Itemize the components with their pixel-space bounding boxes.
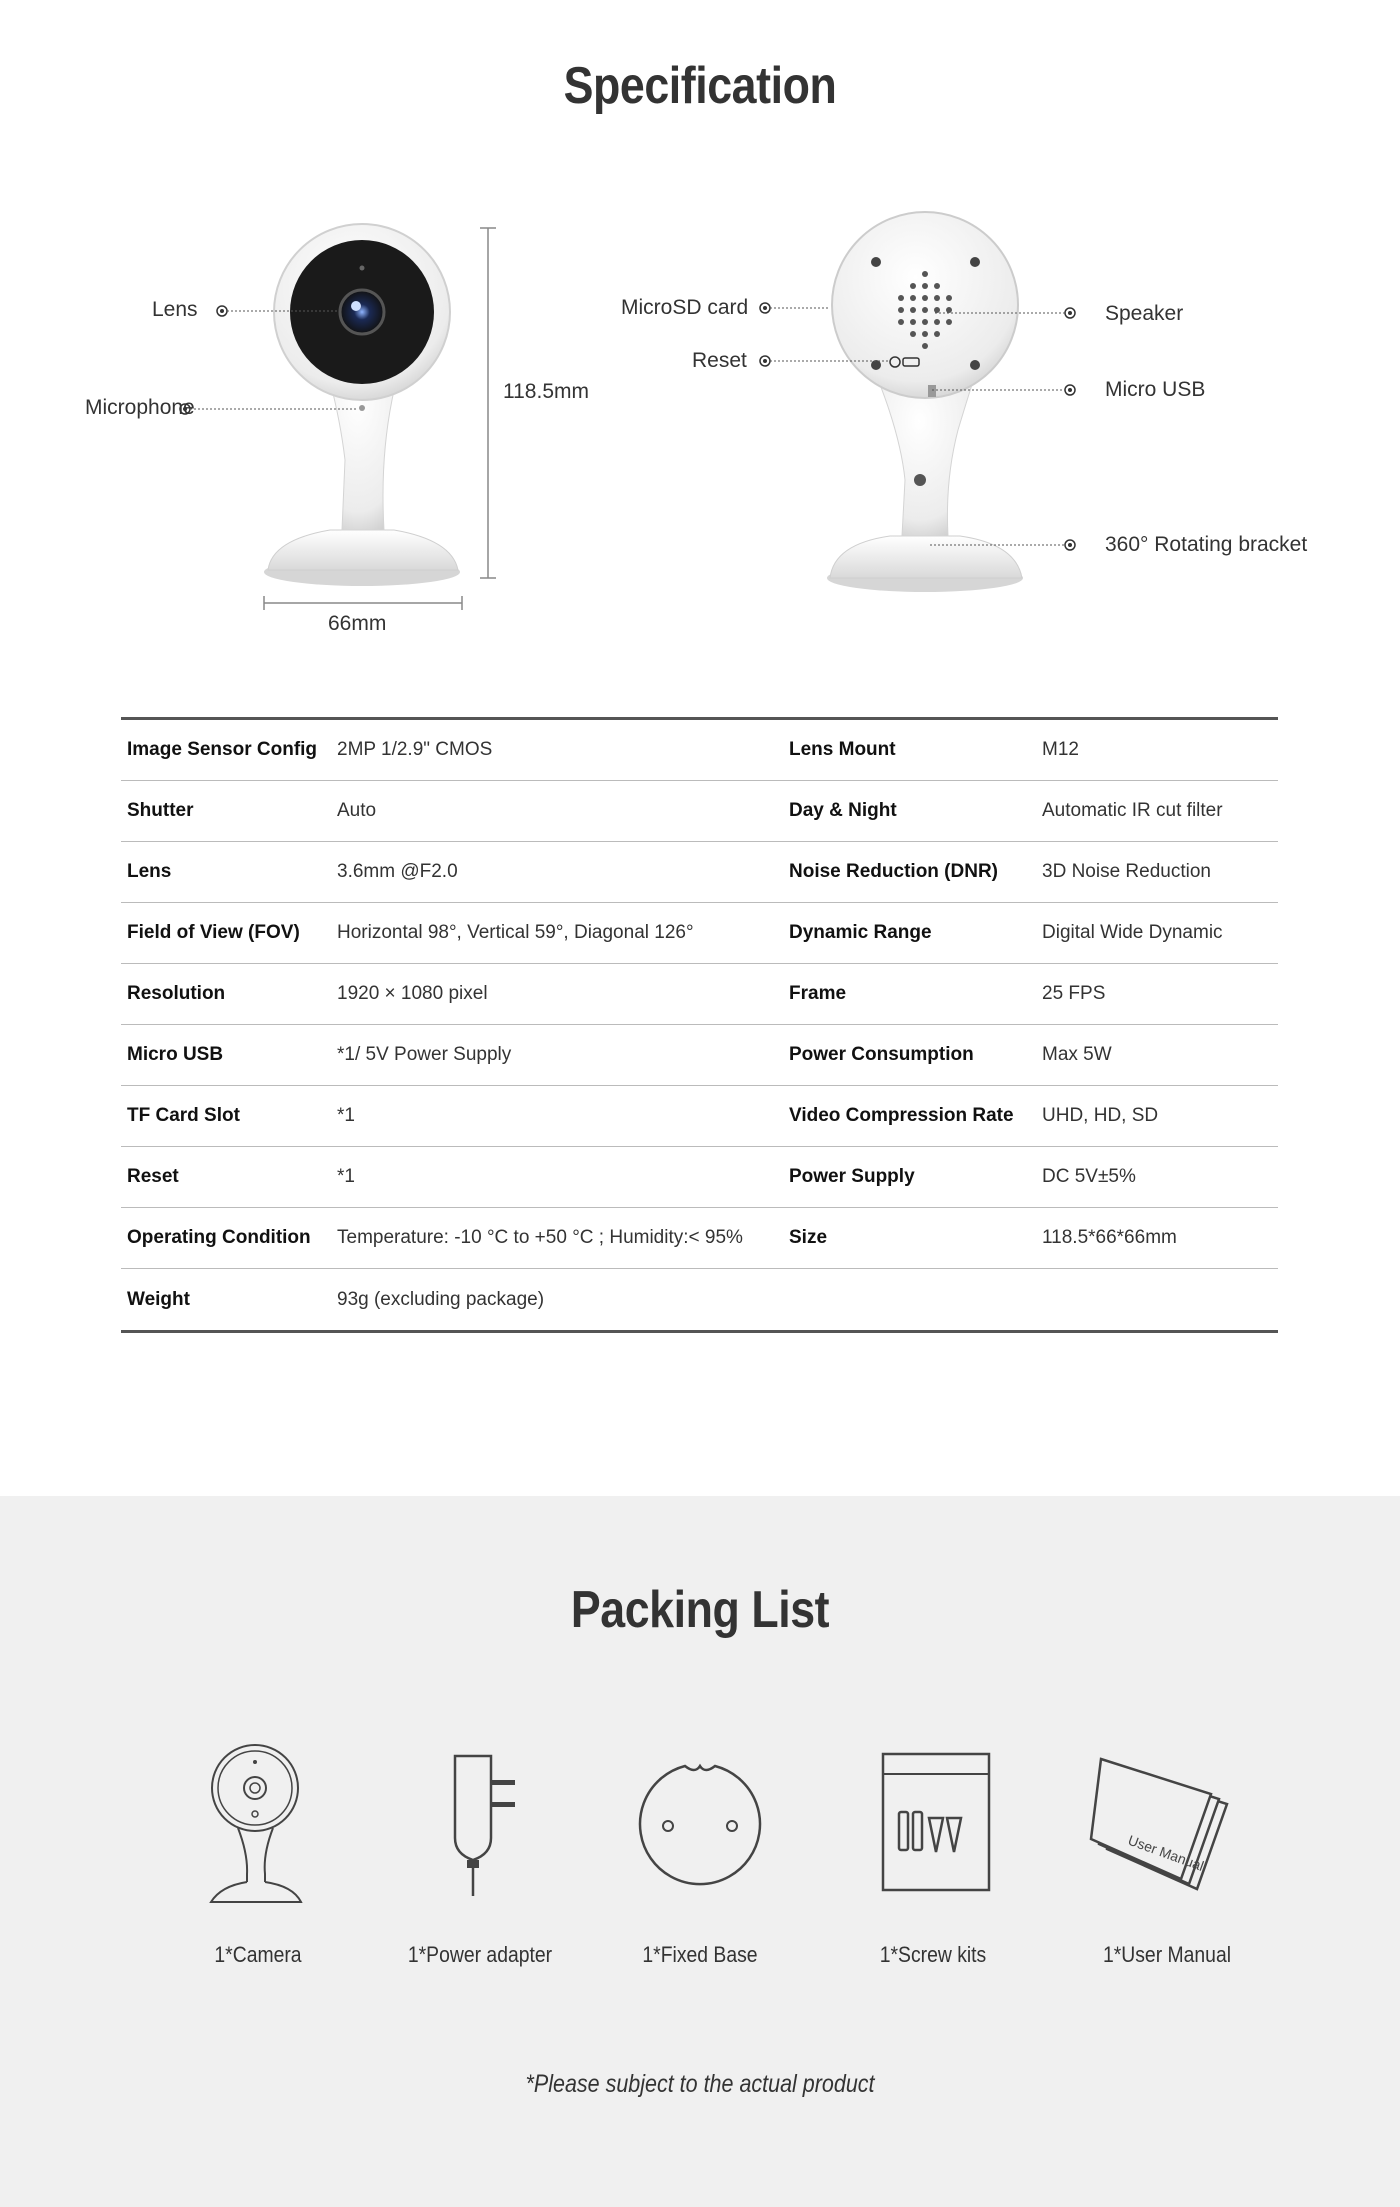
spec-value: *1 <box>337 1105 355 1126</box>
spec-value: Temperature: -10 °C to +50 °C ; Humidity:< 95% <box>337 1227 743 1248</box>
spec-key: Field of View (FOV) <box>127 922 300 943</box>
spec-row <box>121 1269 1278 1330</box>
spec-key: Image Sensor Config <box>127 739 318 760</box>
packing-title: Packing List <box>570 1581 830 1639</box>
disclaimer-note: *Please subject to the actual product <box>525 2070 875 2098</box>
fixed-base-icon <box>635 1744 765 1924</box>
back-camera-image <box>827 212 1023 592</box>
spec-key: Power Consumption <box>789 1044 974 1065</box>
spec-key: Frame <box>789 983 847 1004</box>
screw-kit-icon <box>873 1744 993 1924</box>
manual-cover-text: User Manual <box>1125 1831 1207 1874</box>
callout-speaker: Speaker <box>1105 302 1184 325</box>
product-figure <box>0 200 1400 660</box>
spec-row <box>121 781 1278 842</box>
spec-row <box>121 1208 1278 1269</box>
spec-value: 1920 × 1080 pixel <box>337 983 488 1004</box>
spec-key: Size <box>789 1227 828 1248</box>
spec-value: Digital Wide Dynamic <box>1042 922 1223 943</box>
pack-item-fixed-base <box>590 1744 810 1984</box>
user-manual-icon <box>1077 1744 1257 1924</box>
callout-microsd: MicroSD card <box>621 296 749 319</box>
pack-label-fixed-base: 1*Fixed Base <box>642 1942 758 1967</box>
spec-row <box>121 720 1278 781</box>
pack-label-user-manual: 1*User Manual <box>1102 1942 1232 1967</box>
spec-key: Resolution <box>127 983 226 1004</box>
callout-width: 66mm <box>328 612 387 635</box>
spec-key: Reset <box>127 1166 179 1187</box>
spec-value: DC 5V±5% <box>1042 1166 1136 1187</box>
spec-key: Dynamic Range <box>789 922 932 943</box>
spec-row <box>121 1086 1278 1147</box>
spec-value: Max 5W <box>1042 1044 1112 1065</box>
pack-label-camera: 1*Camera <box>214 1942 302 1967</box>
spec-row <box>121 842 1278 903</box>
spec-value: *1/ 5V Power Supply <box>337 1044 512 1065</box>
spec-row <box>121 903 1278 964</box>
callout-bracket: 360° Rotating bracket <box>1105 533 1308 556</box>
spec-value: 2MP 1/2.9" CMOS <box>337 739 493 760</box>
spec-key: Noise Reduction (DNR) <box>789 861 998 882</box>
packing-section <box>0 1496 1400 2207</box>
spec-key: Shutter <box>127 800 194 821</box>
spec-key: TF Card Slot <box>127 1105 240 1126</box>
callout-reset: Reset <box>692 349 747 372</box>
pack-label-screw-kits: 1*Screw kits <box>879 1942 987 1967</box>
power-adapter-icon <box>425 1744 535 1924</box>
pack-item-power-adapter <box>370 1744 590 1984</box>
pack-item-camera <box>148 1744 368 1984</box>
spec-key: Micro USB <box>127 1044 224 1065</box>
callout-microphone: Microphone <box>85 396 195 419</box>
front-camera-image <box>264 224 460 586</box>
pack-item-screw-kits <box>823 1744 1043 1984</box>
spec-row <box>121 964 1278 1025</box>
pack-item-user-manual <box>1057 1744 1277 1984</box>
spec-value: 25 FPS <box>1042 983 1106 1004</box>
spec-key: Lens Mount <box>789 739 896 760</box>
camera-outline-icon <box>203 1744 313 1924</box>
spec-value: 3.6mm @F2.0 <box>337 861 458 882</box>
spec-value: M12 <box>1042 739 1079 760</box>
spec-row <box>121 1025 1278 1086</box>
camera-diagram <box>0 200 1400 660</box>
spec-table <box>121 717 1278 1333</box>
spec-key: Video Compression Rate <box>789 1105 1014 1126</box>
callout-micro-usb: Micro USB <box>1105 378 1206 401</box>
pack-label-power-adapter: 1*Power adapter <box>407 1942 553 1967</box>
spec-row <box>121 1147 1278 1208</box>
callout-lens: Lens <box>152 298 198 321</box>
spec-value: Horizontal 98°, Vertical 59°, Diagonal 126° <box>337 922 694 943</box>
spec-value: 118.5*66*66mm <box>1042 1227 1177 1248</box>
spec-key: Power Supply <box>789 1166 915 1187</box>
spec-key: Lens <box>127 861 172 882</box>
spec-value: Automatic IR cut filter <box>1042 800 1223 821</box>
spec-key: Day & Night <box>789 800 897 821</box>
spec-key: Operating Condition <box>127 1227 311 1248</box>
spec-value: *1 <box>337 1166 355 1187</box>
spec-value: 93g (excluding package) <box>337 1288 545 1310</box>
spec-value: UHD, HD, SD <box>1042 1105 1159 1126</box>
spec-key: Weight <box>127 1288 190 1310</box>
spec-value: 3D Noise Reduction <box>1042 861 1211 882</box>
callout-height: 118.5mm <box>503 380 589 403</box>
spec-value: Auto <box>337 800 377 821</box>
specification-title: Specification <box>563 57 837 115</box>
